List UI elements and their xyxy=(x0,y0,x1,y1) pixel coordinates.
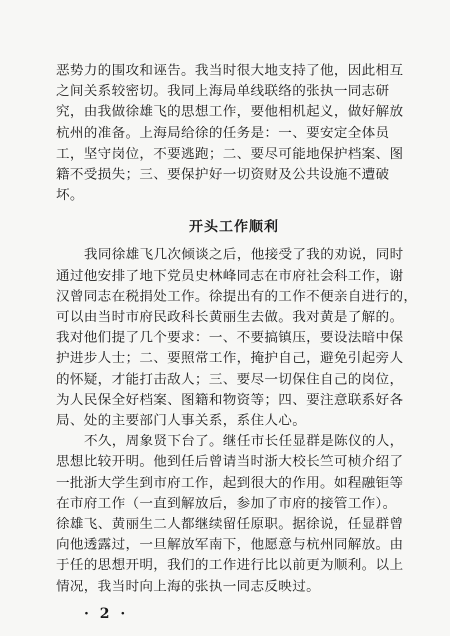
text-line: 护进步人士；二、要照常工作，掩护自己，避免引起旁人 xyxy=(56,350,404,367)
text-line: 我对他们提了几个要求：一、不要搞镇压，要设法暗中保 xyxy=(56,329,404,346)
text-line: 之间关系较密切。我同上海局单线联络的张执一同志研 xyxy=(56,83,390,100)
body-text xyxy=(56,62,418,595)
text-line: 通过他安排了地下党员史林峰同志在市府社会科工作，谢 xyxy=(56,267,404,284)
text-line: 一批浙大学生到市府工作，起到很大的作用。如程融钜等 xyxy=(56,474,404,491)
text-line: 在市府工作（一直到解放后，参加了市府的接管工作）。 xyxy=(56,495,397,512)
text-line: 向他透露过，一旦解放军南下，他愿意与杭州同解放。由 xyxy=(56,537,404,553)
text-line: 局、处的主要部门人事关系，系住人心。 xyxy=(56,412,307,429)
text-line: 杭州的准备。上海局给徐的任务是：一、要安定全体员 xyxy=(56,125,390,141)
text-line: 坏。 xyxy=(56,187,84,203)
text-line: 于任的思想开明，我们的工作进行比以前更为顺利。以上 xyxy=(56,557,404,574)
text-line: 不久，周象贤下台了。继任市长任显群是陈仪的人， xyxy=(84,433,404,450)
text-line: 工，坚守岗位，不要逃跑；二、要尽可能地保护档案、图 xyxy=(56,145,404,162)
text-line: 汉曾同志在税捐处工作。徐提出有的工作不便亲自进行的， xyxy=(56,288,418,305)
text-line: 徐雄飞、黄丽生二人都继续留任原职。据徐说，任显群曾 xyxy=(56,516,404,532)
text-line: 可以由当时市府民政科长黄丽生去做。我对黄是了解的。 xyxy=(56,309,404,325)
section-heading: 开头工作顺利 xyxy=(189,219,279,236)
text-line: 我同徐雄飞几次倾谈之后，他接受了我的劝说，同时 xyxy=(84,247,404,263)
text-line: 情况，我当时向上海的张执一同志反映过。 xyxy=(56,578,320,595)
text-line: 籍不受损失；三、要保护好一切资财及公共设施不遭破 xyxy=(56,166,390,183)
text-line: 为人民保全好档案、图籍和物资等；四、要注意联系好各 xyxy=(56,392,404,408)
text-line: 的怀疑，才能打击敌人；三、要尽一切保住自己的岗位， xyxy=(56,371,404,387)
text-line: 恶势力的围攻和诬告。我当时很大地支持了他，因此相互 xyxy=(56,62,404,79)
text-line: 思想比较开明。他到任后曾请当时浙大校长竺可桢介绍了 xyxy=(56,454,404,470)
text-line: 究，由我做徐雄飞的思想工作，要他相机起义，做好解放 xyxy=(56,104,404,121)
page-number: · 2 · xyxy=(84,606,129,623)
